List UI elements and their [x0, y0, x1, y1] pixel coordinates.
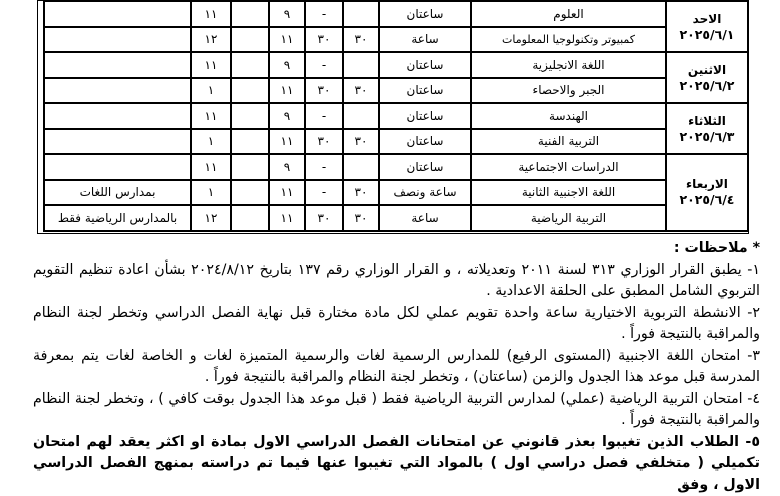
separator-cell: -: [305, 103, 343, 129]
day-date: ٢٠٢٥/٦/٣: [667, 129, 747, 145]
duration-cell: ساعة: [379, 27, 471, 53]
day-name: الثلاثاء: [667, 113, 747, 129]
end-hour-cell: ١: [191, 180, 231, 206]
start-minute-cell: [343, 103, 379, 129]
schedule-row: [44, 180, 748, 206]
schedule-row: [44, 103, 748, 129]
duration-cell: ساعة ونصف: [379, 180, 471, 206]
subject-cell: الدراسات الاجتماعية: [471, 154, 666, 180]
end-hour-cell: ١٢: [191, 205, 231, 231]
end-minute-cell: [231, 154, 269, 180]
separator-cell: -: [305, 1, 343, 27]
start-hour-cell: ١١: [269, 129, 305, 155]
day-cell: [666, 1, 748, 52]
subject-cell: الجبر والاحصاء: [471, 78, 666, 104]
day-name: الاربعاء: [667, 176, 747, 192]
separator-cell: -: [305, 52, 343, 78]
schedule-row: [44, 154, 748, 180]
subject-cell: اللغة الاجنبية الثانية: [471, 180, 666, 206]
day-date: ٢٠٢٥/٦/٢: [667, 78, 747, 94]
separator-cell: -: [305, 154, 343, 180]
duration-cell: ساعتان: [379, 1, 471, 27]
subject-cell: الهندسة: [471, 103, 666, 129]
start-minute-cell: [343, 52, 379, 78]
day-cell: [666, 154, 748, 231]
schedule-note: [44, 154, 191, 180]
day-name: الاحد: [667, 11, 747, 27]
end-hour-cell: ١١: [191, 154, 231, 180]
schedule-note: بمدارس اللغات: [44, 180, 191, 206]
day-date: ٢٠٢٥/٦/٤: [667, 192, 747, 208]
end-minute-cell: [231, 1, 269, 27]
schedule-note: [44, 1, 191, 27]
schedule-row: [44, 129, 748, 155]
separator-cell: ٣٠: [305, 205, 343, 231]
end-minute-cell: [231, 27, 269, 53]
end-hour-cell: ١: [191, 129, 231, 155]
duration-cell: ساعتان: [379, 103, 471, 129]
subject-cell: اللغة الانجليزية: [471, 52, 666, 78]
note-item: ٣- امتحان اللغة الاجنبية (المستوى الرفيع) للمدارس الرسمية لغات والرسمية المتميزة لغات و الخاصة لغات يتم بمعرفة المدرسة قبل موعد هذا الجدول والزمن (ساعتان) ، وتخطر لجنة النظام والمراقبة بالنتيجة فوراً .: [33, 346, 760, 389]
separator-cell: ٣٠: [305, 129, 343, 155]
subject-cell: العلوم: [471, 1, 666, 27]
end-hour-cell: ١١: [191, 103, 231, 129]
start-minute-cell: ٣٠: [343, 205, 379, 231]
end-minute-cell: [231, 205, 269, 231]
note-item: ١- يطبق القرار الوزاري ٣١٣ لسنة ٢٠١١ وتعديلاته ، و القرار الوزاري رقم ١٣٧ بتاريخ ٢٠٢٤/٨/١٢ بشأن اعادة تنظيم التقويم التربوي الشامل المطبق على الحلقة الاعدادية .: [33, 260, 760, 303]
duration-cell: ساعتان: [379, 154, 471, 180]
duration-cell: ساعتان: [379, 78, 471, 104]
start-hour-cell: ١١: [269, 78, 305, 104]
schedule-row: [44, 78, 748, 104]
schedule-note: [44, 103, 191, 129]
schedule-row: [44, 1, 748, 27]
end-hour-cell: ١١: [191, 1, 231, 27]
start-hour-cell: ٩: [269, 103, 305, 129]
duration-cell: ساعتان: [379, 129, 471, 155]
notes-section: [33, 238, 760, 496]
start-hour-cell: ٩: [269, 154, 305, 180]
start-minute-cell: ٣٠: [343, 27, 379, 53]
duration-cell: ساعتان: [379, 52, 471, 78]
day-cell: [666, 52, 748, 103]
schedule-row: [44, 52, 748, 78]
start-hour-cell: ١١: [269, 27, 305, 53]
day-date: ٢٠٢٥/٦/١: [667, 27, 747, 43]
start-hour-cell: ٩: [269, 52, 305, 78]
start-minute-cell: [343, 154, 379, 180]
schedule-note: بالمدارس الرياضية فقط: [44, 205, 191, 231]
start-hour-cell: ١١: [269, 205, 305, 231]
day-name: الاثنين: [667, 62, 747, 78]
schedule-note: [44, 78, 191, 104]
note-item: ٤- امتحان التربية الرياضية (عملي) لمدارس التربية الرياضية فقط ( قبل موعد هذا الجدول بوقت كافي ) ، وتخطر لجنة النظام والمراقبة بالنتيجة فوراً .: [33, 389, 760, 432]
schedule-note: [44, 27, 191, 53]
end-minute-cell: [231, 103, 269, 129]
separator-cell: -: [305, 180, 343, 206]
subject-cell: كمبيوتر وتكنولوجيا المعلومات: [471, 27, 666, 53]
start-minute-cell: ٣٠: [343, 180, 379, 206]
separator-cell: ٣٠: [305, 78, 343, 104]
day-cell: [666, 103, 748, 154]
subject-cell: التربية الفنية: [471, 129, 666, 155]
end-hour-cell: ١١: [191, 52, 231, 78]
notes-header: * ملاحظات :: [33, 238, 760, 260]
note-item: ٢- الانشطة التربوية الاختيارية ساعة واحدة تقويم عملي لكل مادة مختارة قبل نهاية الفصل الدراسي وتخطر لجنة النظام والمراقبة بالنتيجة فوراً .: [33, 303, 760, 346]
start-hour-cell: ٩: [269, 1, 305, 27]
end-minute-cell: [231, 180, 269, 206]
schedule-row: [44, 205, 748, 231]
end-minute-cell: [231, 78, 269, 104]
schedule-note: [44, 52, 191, 78]
schedule-note: [44, 129, 191, 155]
duration-cell: ساعة: [379, 205, 471, 231]
start-minute-cell: ٣٠: [343, 129, 379, 155]
subject-cell: التربية الرياضية: [471, 205, 666, 231]
end-minute-cell: [231, 52, 269, 78]
separator-cell: ٣٠: [305, 27, 343, 53]
end-hour-cell: ١٢: [191, 27, 231, 53]
note-item: ٥- الطلاب الذين تغيبوا بعذر قانوني عن امتحانات الفصل الدراسي الاول بمادة او اكثر يعقد لهم امتحان تكميلي ( متخلفي فصل دراسي اول ) بالمواد التي تغيبوا عنها فيما تم دراسته بمنهج الفصل الدراسي الاول ، وفق: [33, 432, 760, 496]
end-minute-cell: [231, 129, 269, 155]
start-minute-cell: ٣٠: [343, 78, 379, 104]
schedule-row: [44, 27, 748, 53]
exam-schedule-table: [43, 0, 749, 232]
start-minute-cell: [343, 1, 379, 27]
start-hour-cell: ١١: [269, 180, 305, 206]
end-hour-cell: ١: [191, 78, 231, 104]
